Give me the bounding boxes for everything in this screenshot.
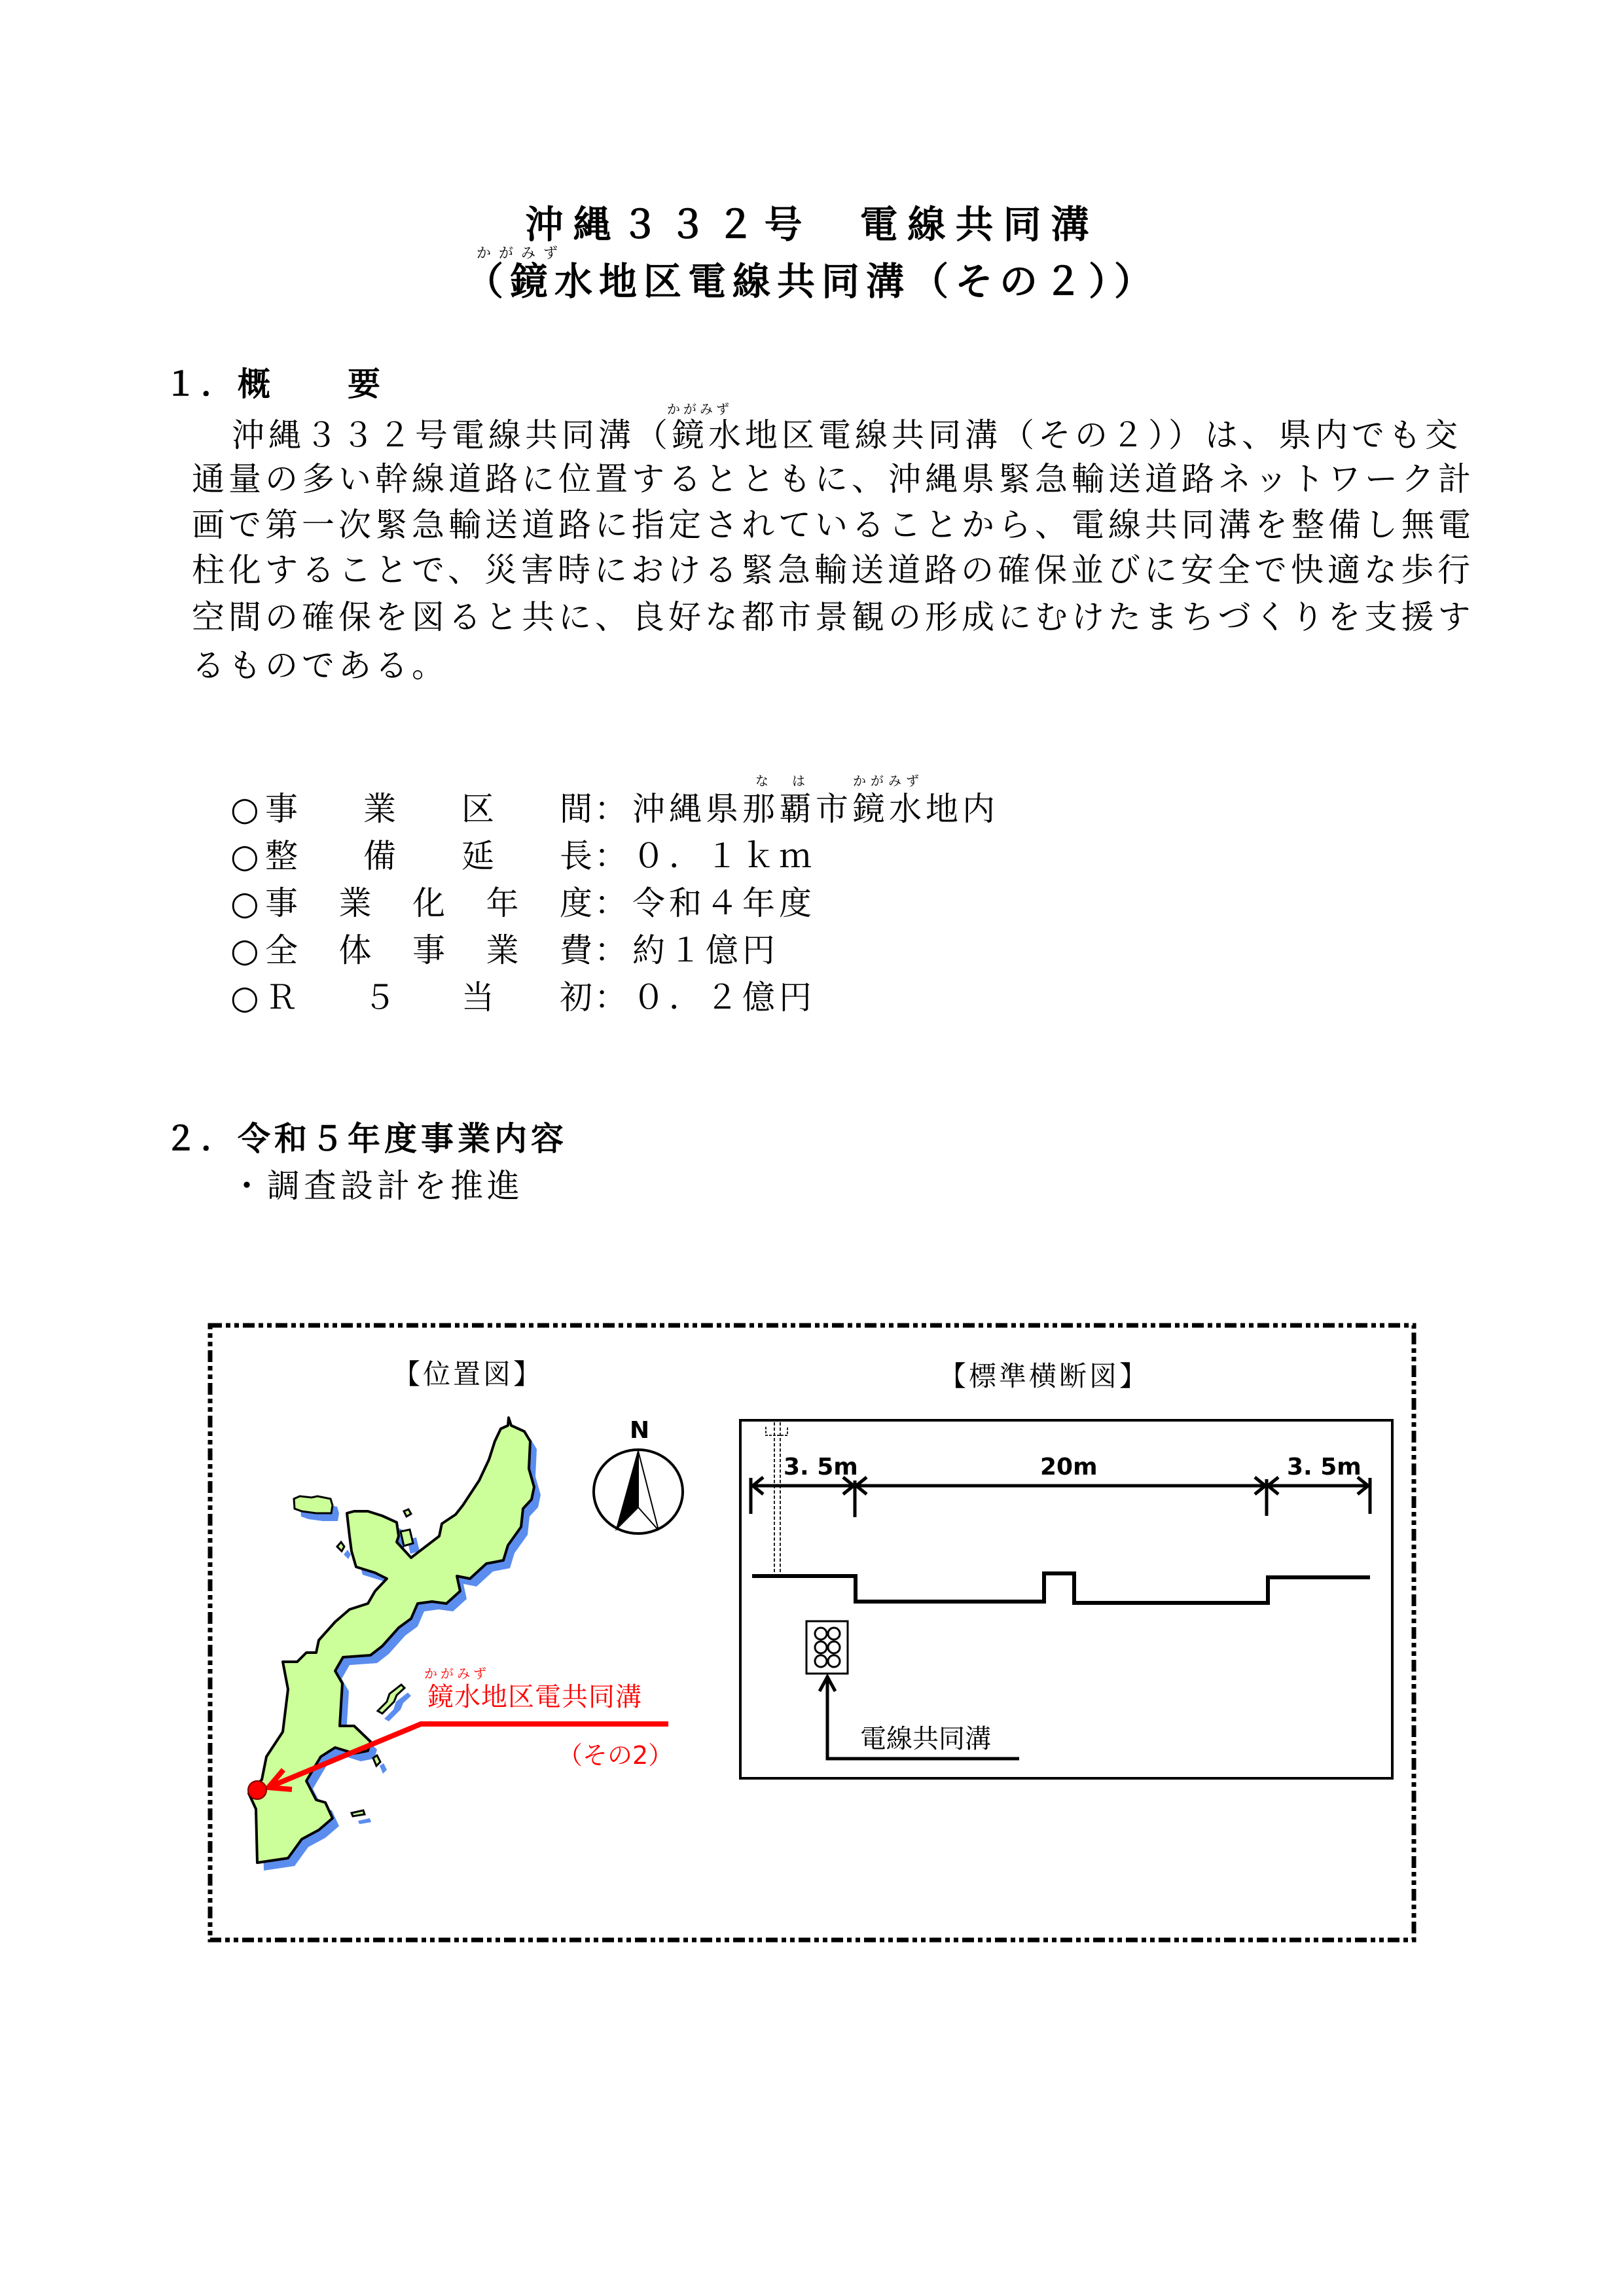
detail-separator: ： (594, 884, 627, 922)
callout-sub-label: （その2） (558, 1741, 674, 1770)
section1-number: １． (164, 365, 238, 403)
label-char: 全 (265, 931, 298, 969)
label-char: 長 (560, 837, 592, 875)
section1-heading (164, 365, 384, 403)
section2-number: ２． (164, 1120, 238, 1158)
paragraph-line-5: 空間の確保を図ると共に、良好な都市景観の形成にむけたまちづくりを支援す (192, 598, 1475, 636)
section1-title: 概 要 (238, 365, 384, 403)
title-furigana: かがみず (477, 245, 566, 262)
label-char: 体 (338, 931, 372, 969)
detail-value (629, 790, 999, 828)
dimension-left-label: 3. 5m (784, 1454, 858, 1480)
label-char: 化 (412, 884, 445, 922)
detail-furigana-kagamizu: かがみず (853, 773, 924, 789)
detail-label (265, 884, 592, 922)
detail-marker: ○ (230, 837, 259, 875)
detail-row-total-cost (230, 931, 779, 969)
document-title-line2 (0, 259, 1624, 304)
document-title-line1: 沖縄３３２号 電線共同溝 (525, 202, 1099, 247)
section2-heading (164, 1120, 568, 1158)
label-char: 整 (265, 837, 298, 875)
label-char: 事 (265, 884, 298, 922)
paragraph-line-1 (232, 416, 1462, 454)
label-char: 度 (560, 884, 592, 922)
dimension-center-label: 20m (1040, 1454, 1098, 1480)
detail-separator: ： (594, 931, 627, 969)
value-ruby-base: 鏡水 (852, 790, 926, 828)
detail-separator: ： (594, 978, 627, 1016)
island-shadow (380, 1763, 387, 1774)
label-char: 年 (486, 884, 519, 922)
dimension-line (751, 1477, 1370, 1517)
location-marker-dot (248, 1781, 266, 1799)
label-char: 業 (363, 790, 396, 828)
utility-pole (766, 1422, 787, 1577)
dimension-right-label: 3. 5m (1287, 1454, 1362, 1480)
label-char: Ｒ (265, 978, 298, 1016)
label-char: 間 (560, 790, 592, 828)
detail-value: ０．２億円 (632, 978, 816, 1016)
detail-furigana-naha: なは (755, 773, 829, 789)
label-char: 事 (265, 790, 298, 828)
compass-north-label: N (630, 1417, 650, 1444)
island-shadow (358, 1818, 371, 1824)
island (294, 1496, 333, 1513)
value-part: 沖縄県 (632, 790, 742, 828)
detail-row-section (230, 790, 999, 828)
island (337, 1542, 344, 1551)
island-shadow (344, 1550, 351, 1559)
paragraph-line1-lead: 沖縄３３２号電線共同溝（ (232, 416, 672, 454)
label-char: 費 (560, 931, 592, 969)
label-char: 事 (412, 931, 445, 969)
island (404, 1509, 411, 1516)
label-char: 初 (560, 978, 592, 1016)
callout-label: 鏡水地区電共同溝 (427, 1682, 642, 1712)
cross-section-title: 【標準横断図】 (939, 1360, 1150, 1392)
detail-row-r5-initial (230, 978, 816, 1016)
title-ruby-base: 鏡水 (509, 259, 599, 304)
paragraph-line-6: るものである。 (192, 647, 448, 685)
detail-marker: ○ (230, 931, 259, 969)
paragraph-line-3: 画で第一次緊急輸送道路に指定されていることから、電線共同溝を整備し無電 (192, 506, 1475, 544)
detail-value: 約１億円 (632, 931, 779, 969)
detail-marker: ○ (230, 884, 259, 922)
paragraph-line-4: 柱化することで、災害時における緊急輸送道路の確保並びに安全で快適な歩行 (192, 551, 1474, 589)
paragraph-line-2: 通量の多い幹線道路に位置するとともに、沖縄県緊急輸送道路ネットワーク計 (192, 460, 1475, 498)
paragraph-furigana: かがみず (667, 401, 732, 417)
detail-label (265, 931, 592, 969)
section2-title: 令和５年度事業内容 (238, 1120, 568, 1158)
detail-label (265, 790, 592, 828)
label-char: 延 (461, 837, 494, 875)
detail-value: 令和４年度 (632, 884, 816, 922)
label-char: 区 (461, 790, 494, 828)
label-char: 業 (486, 931, 519, 969)
detail-separator: ： (594, 790, 627, 828)
detail-marker: ○ (230, 790, 259, 828)
detail-value: ０．１ｋｍ (632, 837, 816, 875)
value-part: 市 (816, 790, 852, 828)
cable-conduit-box (806, 1621, 848, 1674)
detail-separator: ： (594, 837, 627, 875)
north-arrow-icon (594, 1450, 683, 1534)
detail-row-length (230, 837, 816, 875)
detail-marker: ○ (230, 978, 259, 1016)
utility-tunnel-label: 電線共同溝 (860, 1724, 991, 1754)
okinawa-map (249, 1418, 541, 1871)
label-char: ５ (363, 978, 396, 1016)
value-part: 地内 (926, 790, 999, 828)
label-char: 当 (461, 978, 494, 1016)
island (352, 1810, 365, 1816)
label-char: 業 (338, 884, 372, 922)
paragraph-line1-rest: 地区電線共同溝（その２））は、県内でも交 (745, 416, 1462, 454)
value-ruby-base: 那覇 (742, 790, 816, 828)
title-rest: 地区電線共同溝（その２）） (599, 259, 1159, 304)
detail-row-start-year (230, 884, 816, 922)
title-open-paren: （ (465, 259, 510, 304)
callout-furigana: かがみず (424, 1666, 490, 1681)
label-char: 備 (363, 837, 396, 875)
island (401, 1530, 413, 1546)
island (373, 1755, 380, 1766)
road-profile (752, 1573, 1370, 1603)
location-map-title: 【位置図】 (393, 1358, 544, 1390)
detail-label (265, 978, 592, 1016)
detail-label (265, 837, 592, 875)
paragraph-line1-ruby-base: 鏡水 (672, 416, 745, 454)
section2-bullet: ・調査設計を推進 (230, 1167, 524, 1205)
